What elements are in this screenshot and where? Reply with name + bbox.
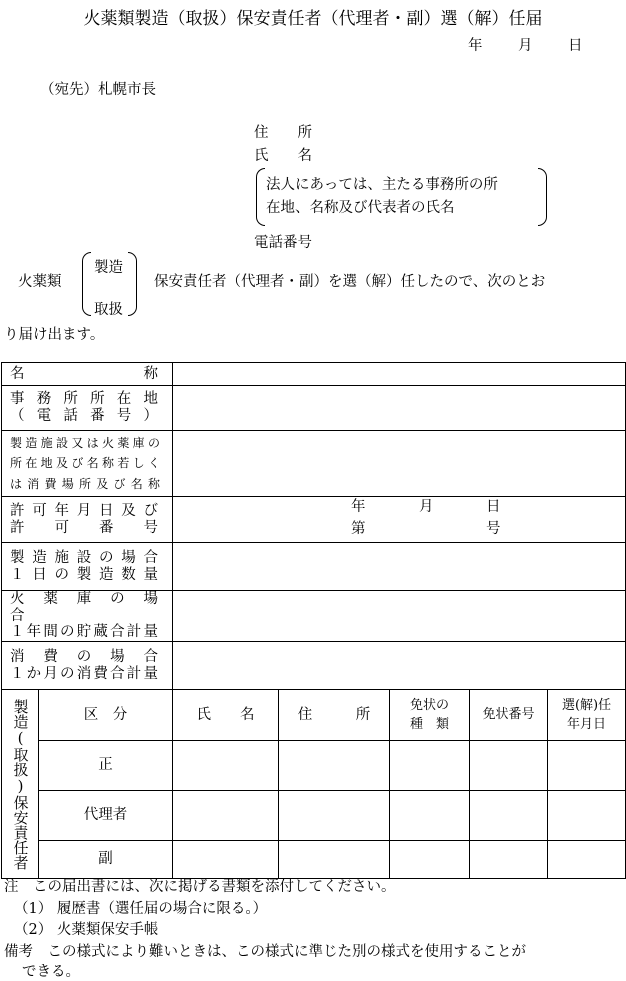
statement-open-bracket [82, 252, 91, 316]
permit-value-cell[interactable] [173, 497, 626, 543]
facility-label-3: は消費場所及び名称 [10, 476, 160, 491]
note-line-2: （1） 履歴書（選任届の場合に限る。） [14, 901, 268, 917]
row-deputy [2, 791, 626, 841]
header-license-type-1: 免状の [409, 697, 449, 713]
permit-number-suffix: 号 [486, 521, 501, 537]
magazine-value-cell[interactable] [173, 591, 626, 642]
mfg-label-1: 製 造 施 設 の 場 合 [10, 549, 158, 566]
row-permit [2, 497, 626, 543]
consume-label-1: 消 費 の 場 合 [10, 648, 158, 665]
primary-license-number-cell[interactable] [470, 741, 548, 791]
name-value-cell[interactable] [173, 363, 626, 386]
statement-close-bracket [128, 252, 137, 316]
statement-option-handling: 取扱 [94, 302, 123, 318]
header-license-number: 免状番号 [470, 690, 548, 741]
form-title: 火薬類製造（取扱）保安責任者（代理者・副）選（解）任届 [83, 9, 543, 29]
magazine-label-2: １年間の貯蔵合計量 [10, 624, 158, 641]
applicant-phone-label: 電話番号 [254, 235, 312, 251]
office-label-1: 事 務 所 所 在 地 [10, 391, 158, 408]
header-appoint-1: 選(解)任 [561, 697, 612, 713]
remark-line-2: できる。 [22, 964, 80, 980]
primary-appoint-date-cell[interactable] [548, 741, 626, 791]
permit-number-prefix: 第 [351, 521, 366, 537]
assistant-appoint-date-cell[interactable] [548, 841, 626, 879]
assistant-address-cell[interactable] [279, 841, 390, 879]
assistant-name-cell[interactable] [173, 841, 279, 879]
name-label: 名 称 [10, 365, 158, 382]
remark-line-1: 備考 この様式により難いときは、この様式に準じた別の様式を使用することが [4, 944, 526, 960]
header-address: 住 所 [279, 690, 390, 741]
date-day-label: 日 [568, 38, 583, 54]
facility-value-cell[interactable] [173, 431, 626, 497]
deputy-license-type-cell[interactable] [390, 791, 470, 841]
row-primary [2, 741, 626, 791]
note-line-3: （2） 火薬類保安手帳 [14, 922, 159, 938]
office-label-2: （ 電 話 番 号 ） [10, 408, 158, 424]
row-facility [2, 431, 626, 497]
permit-year-label: 年 [351, 499, 366, 515]
mfg-value-cell[interactable] [173, 543, 626, 591]
mfg-label-2: １ 日 の 製 造 数 量 [10, 566, 158, 583]
date-year-label: 年 [468, 38, 483, 54]
row-magazine [2, 591, 626, 642]
row-consumption [2, 642, 626, 690]
header-appoint-2: 年月日 [567, 717, 607, 733]
row-responsible-header [2, 690, 626, 741]
primary-address-cell[interactable] [279, 741, 390, 791]
statement-prefix: 火薬類 [18, 274, 62, 290]
assistant-license-type-cell[interactable] [390, 841, 470, 879]
header-category: 区 分 [39, 690, 173, 741]
header-name: 氏 名 [173, 690, 279, 741]
row-office [2, 386, 626, 431]
consume-value-cell[interactable] [173, 642, 626, 690]
corp-note-line-2: 在地、名称及び代表者の氏名 [266, 200, 455, 216]
permit-day-label: 日 [486, 499, 501, 515]
magazine-label-1: 火 薬 庫 の 場 合 [10, 591, 173, 624]
date-month-label: 月 [518, 38, 533, 54]
deputy-address-cell[interactable] [279, 791, 390, 841]
row-label-deputy: 代理者 [39, 791, 173, 841]
deputy-name-cell[interactable] [173, 791, 279, 841]
addressee: （宛先）札幌市長 [40, 82, 156, 98]
row-label-primary: 正 [39, 741, 173, 791]
facility-label-2: 所在地及び名称若しく [10, 456, 160, 471]
permit-label-1: 許 可 年 月 日 及 び [10, 502, 158, 519]
row-assistant [2, 841, 626, 879]
assistant-license-number-cell[interactable] [470, 841, 548, 879]
row-name [2, 363, 626, 386]
office-value-cell[interactable] [173, 386, 626, 431]
corp-note-open-bracket [256, 168, 265, 226]
statement-option-manufacture: 製造 [94, 260, 123, 276]
row-label-assistant: 副 [39, 841, 173, 879]
form-table [1, 362, 626, 879]
corp-note-close-bracket [538, 168, 547, 226]
header-license-type-2: 種 類 [409, 717, 449, 733]
statement-body-line-2: り届け出ます。 [4, 327, 105, 343]
consume-label-2: １か月の消費合計量 [10, 665, 158, 682]
facility-label-1: 製造施設又は火薬庫の [10, 435, 160, 450]
applicant-name-label: 氏 名 [254, 148, 312, 164]
permit-label-2: 許 可 番 号 [10, 519, 158, 536]
row-manufacture [2, 543, 626, 591]
primary-license-type-cell[interactable] [390, 741, 470, 791]
note-line-1: 注 この届出書には、次に掲げる書類を添付してください。 [4, 879, 396, 895]
responsible-side-label: 製造(取扱)保安責任者 [11, 698, 30, 870]
deputy-license-number-cell[interactable] [470, 791, 548, 841]
primary-name-cell[interactable] [173, 741, 279, 791]
statement-body-line-1: 保安責任者（代理者・副）を選（解）任したので、次のとお [154, 274, 546, 290]
permit-month-label: 月 [419, 499, 434, 515]
corp-note-line-1: 法人にあっては、主たる事務所の所 [266, 177, 498, 193]
deputy-appoint-date-cell[interactable] [548, 791, 626, 841]
applicant-address-label: 住 所 [254, 125, 312, 141]
